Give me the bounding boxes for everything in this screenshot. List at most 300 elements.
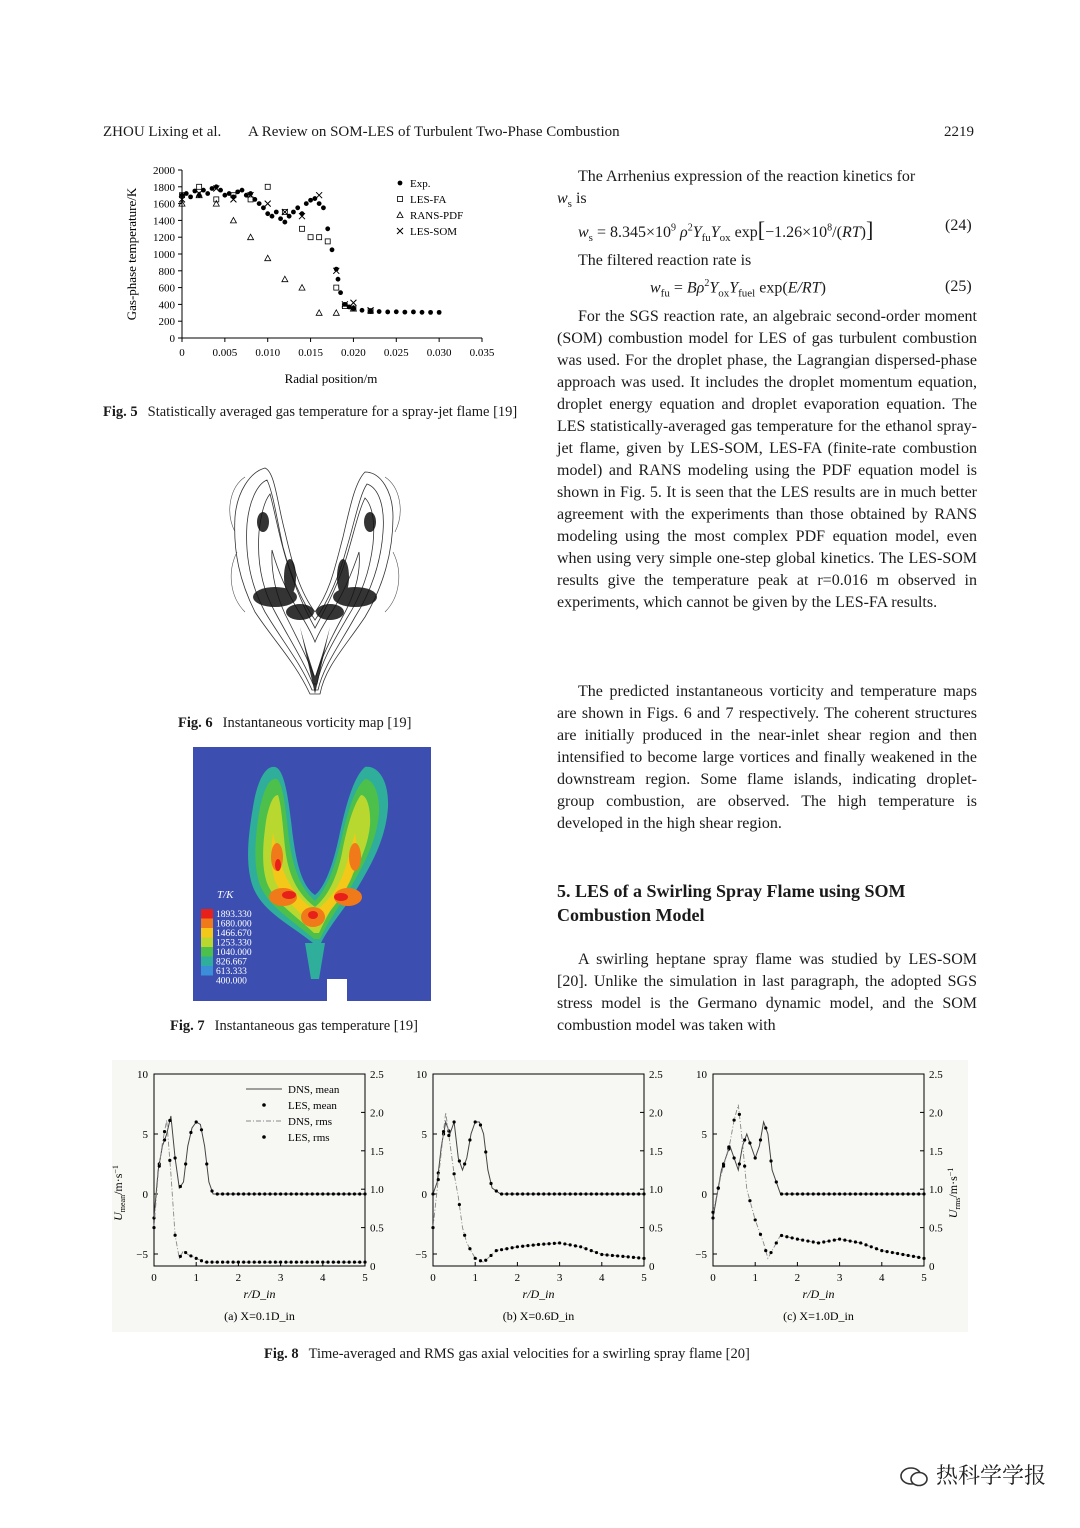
- fig8-point-les-rms: [453, 1172, 456, 1175]
- fig8-point-les-rms: [342, 1261, 345, 1264]
- fig8-y-tick-label: 10: [696, 1069, 707, 1081]
- fig8-point-les-mean: [542, 1192, 545, 1195]
- fig8-point-les-mean: [431, 1192, 434, 1195]
- fig7-legend-value: 613.333: [216, 967, 247, 977]
- fig8-point-les-mean: [891, 1192, 894, 1195]
- fig5-point-exp: [265, 211, 270, 216]
- fig5-point-rans-pdf: [299, 285, 305, 291]
- fig8-y2-tick-label: 2.5: [370, 1069, 384, 1081]
- fig8-point-les-mean: [801, 1192, 804, 1195]
- fig8-point-les-rms: [605, 1253, 608, 1256]
- fig8-point-les-mean: [759, 1138, 762, 1141]
- fig8-point-les-rms: [738, 1113, 741, 1116]
- fig5-point-exp: [205, 191, 210, 196]
- fig7-legend-value: 1466.670: [216, 929, 252, 939]
- fig8-point-les-rms: [268, 1261, 271, 1264]
- fig8-point-les-mean: [637, 1192, 640, 1195]
- fig8-point-les-mean: [532, 1192, 535, 1195]
- fig8-point-les-rms: [284, 1261, 287, 1264]
- fig5-y-tick-label: 1400: [153, 215, 175, 228]
- fig7-legend-value: 1893.330: [216, 910, 252, 920]
- fig8-y2-tick-label: 2.0: [649, 1107, 663, 1120]
- fig5-y-tick-label: 1800: [153, 181, 175, 194]
- fig8-point-les-rms: [516, 1245, 519, 1248]
- fig8-point-les-rms: [200, 1259, 203, 1262]
- fig5-legend-marker: [397, 212, 403, 218]
- fig8-point-les-mean: [864, 1192, 867, 1195]
- fig8-point-les-mean: [290, 1192, 293, 1195]
- fig5-point-les-fa: [265, 184, 270, 189]
- fig8-point-les-mean: [859, 1192, 862, 1195]
- fig5-point-exp: [304, 201, 309, 206]
- fig8-point-les-rms: [337, 1261, 340, 1264]
- fig5-chart: [120, 162, 520, 394]
- fig8-point-les-rms: [290, 1261, 293, 1264]
- fig5-point-exp: [282, 220, 287, 225]
- fig8-point-les-mean: [311, 1192, 314, 1195]
- fig8-point-les-rms: [489, 1254, 492, 1257]
- fig8-point-les-mean: [907, 1192, 910, 1195]
- fig8-point-les-rms: [849, 1239, 852, 1242]
- fig8-point-les-mean: [242, 1192, 245, 1195]
- fig5-point-exp: [257, 201, 262, 206]
- fig8-point-les-rms: [764, 1249, 767, 1252]
- fig5-point-exp: [394, 309, 399, 314]
- fig5-y-tick-label: 1000: [153, 249, 175, 261]
- fig8-point-les-rms: [563, 1242, 566, 1245]
- fig8-point-les-rms: [431, 1226, 434, 1229]
- fig8-point-les-rms: [801, 1238, 804, 1241]
- fig8-point-les-rms: [279, 1261, 282, 1264]
- fig8-point-les-mean: [474, 1120, 477, 1123]
- fig8-point-les-rms: [812, 1240, 815, 1243]
- fig8-point-les-mean: [268, 1192, 271, 1195]
- fig8-point-les-mean: [279, 1192, 282, 1195]
- running-header-title: A Review on SOM-LES of Turbulent Two-Phase Combustion: [248, 124, 620, 140]
- fig8-point-les-rms: [822, 1240, 825, 1243]
- fig8-left-axis-label: $U_{mean}/m\cdot s^{-1}$: [111, 1165, 127, 1221]
- fig8-panel-title: (a) X=0.1D_in: [224, 1309, 295, 1323]
- fig5-point-exp: [330, 247, 335, 252]
- fig8-x-tick-label: 3: [556, 1272, 563, 1284]
- fig8-point-les-mean: [516, 1192, 519, 1195]
- fig8-point-les-mean: [200, 1128, 203, 1131]
- fig8-point-les-mean: [537, 1192, 540, 1195]
- fig8-y2-tick-label: 1.5: [370, 1145, 384, 1158]
- fig8-point-les-rms: [642, 1257, 645, 1260]
- wechat-icon: [899, 1466, 929, 1488]
- fig8-point-les-mean: [526, 1192, 529, 1195]
- fig8-x-tick-label: 5: [362, 1272, 368, 1284]
- fig8-point-les-mean: [253, 1192, 256, 1195]
- fig5-x-tick-label: 0.030: [426, 347, 452, 359]
- fig8-y2-tick-label: 1.0: [370, 1184, 384, 1197]
- fig8-point-les-mean: [743, 1138, 746, 1141]
- fig8-point-les-rms: [600, 1253, 603, 1256]
- fig8-point-les-mean: [300, 1192, 303, 1195]
- fig8-y2-tick-label: 2.5: [929, 1069, 943, 1081]
- fig8-point-les-mean: [189, 1131, 192, 1134]
- fig8-point-les-mean: [595, 1192, 598, 1195]
- fig8-point-les-mean: [579, 1192, 582, 1195]
- fig8-point-les-rms: [247, 1261, 250, 1264]
- fig8-y2-tick-label: 0.5: [929, 1222, 943, 1235]
- fig5-y-tick-label: 1600: [153, 198, 175, 211]
- fig8-point-les-mean: [210, 1189, 213, 1192]
- fig8-point-les-mean: [505, 1192, 508, 1195]
- fig5-x-tick-label: 0: [179, 347, 185, 359]
- fig5-point-exp: [368, 309, 373, 314]
- fig8-point-les-mean: [232, 1192, 235, 1195]
- fig8-point-les-rms: [242, 1261, 245, 1264]
- fig8-point-les-mean: [569, 1192, 572, 1195]
- fig8-point-les-rms: [759, 1233, 762, 1236]
- fig8-point-les-rms: [332, 1261, 335, 1264]
- fig8-point-les-mean: [870, 1192, 873, 1195]
- fig8-point-les-rms: [885, 1250, 888, 1253]
- fig5-point-exp: [270, 214, 275, 219]
- fig5-point-exp: [338, 290, 343, 295]
- fig8-point-les-rms: [722, 1165, 725, 1168]
- fig8-point-les-rms: [532, 1243, 535, 1246]
- fig7-label: Fig. 7: [170, 1018, 205, 1034]
- fig8-point-les-mean: [247, 1192, 250, 1195]
- fig5-legend-label: RANS-PDF: [410, 210, 464, 222]
- fig8-caption: [264, 1344, 750, 1364]
- fig8-x-tick-label: 5: [641, 1272, 647, 1284]
- fig8-legend-dot: [262, 1103, 266, 1107]
- fig5-point-exp: [411, 310, 416, 315]
- fig8-point-les-mean: [854, 1192, 857, 1195]
- fig8-point-les-mean: [711, 1216, 714, 1219]
- fig8-point-les-rms: [311, 1261, 314, 1264]
- fig5-point-exp: [300, 211, 305, 216]
- fig5-label: Fig. 5: [103, 404, 138, 420]
- fig5-point-les-fa: [308, 235, 313, 240]
- fig8-point-les-rms: [637, 1256, 640, 1259]
- fig5-point-rans-pdf: [248, 234, 254, 240]
- fig8-y2-tick-label: 0.5: [649, 1222, 663, 1235]
- fig8-y-tick-label: −5: [136, 1249, 148, 1261]
- fig8-point-les-rms: [468, 1247, 471, 1250]
- fig5-point-exp: [420, 310, 425, 315]
- fig8-point-les-mean: [922, 1192, 925, 1195]
- fig5-x-tick-label: 0.025: [383, 347, 409, 359]
- fig5-point-exp: [336, 277, 341, 282]
- fig5-point-exp: [278, 216, 283, 221]
- fig5-point-exp: [437, 310, 442, 315]
- fig8-point-les-mean: [163, 1138, 166, 1141]
- fig8-point-les-rms: [253, 1261, 256, 1264]
- fig8-x-tick-label: 4: [599, 1272, 605, 1284]
- fig8-point-les-rms: [521, 1245, 524, 1248]
- fig8-point-les-rms: [305, 1261, 308, 1264]
- fig8-point-les-rms: [727, 1145, 730, 1148]
- fig8-point-les-rms: [437, 1178, 440, 1181]
- fig8-point-les-mean: [806, 1192, 809, 1195]
- fig8-point-les-mean: [780, 1192, 783, 1195]
- fig5-legend-label: LES-SOM: [410, 226, 458, 238]
- fig8-y-tick-label: 0: [701, 1189, 707, 1201]
- fig8-point-les-rms: [316, 1261, 319, 1264]
- fig8-point-les-mean: [885, 1192, 888, 1195]
- fig5-y-axis-label: Gas-phase temperature/K: [124, 187, 139, 321]
- fig8-x-tick-label: 1: [472, 1272, 478, 1284]
- fig5-x-axis-label: Radial position/m: [284, 371, 378, 386]
- fig8-point-les-mean: [563, 1192, 566, 1195]
- fig8-point-les-rms: [226, 1261, 229, 1264]
- fig8-caption-text: Time-averaged and RMS gas axial velocities for a swirling spray flame [20]: [308, 1346, 750, 1362]
- fig8-x-tick-label: 0: [430, 1272, 436, 1284]
- fig6-label: Fig. 6: [178, 715, 213, 731]
- fig8-point-les-mean: [521, 1192, 524, 1195]
- fig8-point-les-mean: [221, 1192, 224, 1195]
- page-number: 2219: [944, 124, 974, 140]
- fig8-point-les-rms: [163, 1130, 166, 1133]
- fig8-y2-tick-label: 0: [929, 1261, 935, 1273]
- fig8-point-les-rms: [870, 1245, 873, 1248]
- fig8-y2-tick-label: 1.0: [929, 1184, 943, 1197]
- fig8-point-les-mean: [463, 1162, 466, 1165]
- fig8-point-les-mean: [321, 1192, 324, 1195]
- fig8-point-les-mean: [912, 1192, 915, 1195]
- fig8-point-les-rms: [447, 1134, 450, 1137]
- fig8-panel-title: (b) X=0.6D_in: [502, 1309, 575, 1323]
- fig8-point-les-rms: [838, 1238, 841, 1241]
- fig8-point-les-mean: [511, 1192, 514, 1195]
- fig8-point-les-mean: [817, 1192, 820, 1195]
- fig7-legend-swatch: [201, 928, 213, 938]
- equation-24: $w_s = 8.345\times 10^9$ $\rho^2Y_{fu}Y_{ox}$ $\exp[-1.26\times 10^8/(RT)]$: [578, 217, 874, 245]
- fig8-point-les-mean: [733, 1156, 736, 1159]
- fig5-y-tick-label: 1200: [153, 232, 175, 245]
- fig8-point-les-rms: [363, 1261, 366, 1264]
- fig8-point-les-mean: [605, 1192, 608, 1195]
- fig8-point-les-rms: [348, 1261, 351, 1264]
- fig8-point-les-rms: [158, 1165, 161, 1168]
- fig8-point-les-rms: [827, 1239, 830, 1242]
- fig5-x-tick-label: 0.010: [255, 347, 281, 359]
- fig8-point-les-mean: [453, 1120, 456, 1123]
- paragraph-swirling: A swirling heptane spray flame was studied by LES-SOM [20]. Unlike the simulation in last paragraph, the adopted SGS stress model is the Germano dynamic model, and the SOM combustion model was taken with: [557, 951, 977, 1034]
- fig8-point-les-rms: [859, 1241, 862, 1244]
- fig8-point-les-rms: [880, 1249, 883, 1252]
- fig5-point-exp: [210, 186, 215, 191]
- fig8-point-les-rms: [463, 1234, 466, 1237]
- fig8-point-les-rms: [458, 1203, 461, 1206]
- fig8-point-les-rms: [775, 1241, 778, 1244]
- fig8-point-les-rms: [505, 1247, 508, 1250]
- fig7-legend-value: 826.667: [216, 957, 247, 968]
- fig8-point-les-rms: [295, 1261, 298, 1264]
- fig8-point-les-mean: [184, 1162, 187, 1165]
- fig8-point-les-mean: [849, 1192, 852, 1195]
- fig5-point-les-fa: [317, 235, 322, 240]
- fig7-legend-swatch: [201, 919, 213, 929]
- fig8-point-les-mean: [611, 1192, 614, 1195]
- fig8-point-les-rms: [843, 1238, 846, 1241]
- fig7-legend-swatch: [201, 976, 213, 986]
- fig5-point-rans-pdf: [282, 276, 288, 282]
- fig8-point-les-rms: [237, 1261, 240, 1264]
- fig8-point-les-rms: [590, 1249, 593, 1252]
- paragraph-som-model: For the SGS reaction rate, an algebraic second-order moment (SOM) combustion model for LES of gas turbulent combustion was used. For the droplet phase, the Lagrangian dispersed-phase approach was used. It includes the droplet momentum equation, droplet energy equation and droplet evaporation equation. The LES statistically-averaged gas temperature for the ethanol spray-jet flame, given by LES-SOM, LES-FA (finite-rate combustion model) and RANS modeling using the PDF equation model is shown in Fig. 5. It is seen that the LES results are in much better agreement with the experiments than those obtained by RANS modeling using the most complex PDF equation model, even when using very simple one-step global kinetics. The LES-SOM results give the temperature peak at r=0.016 m observed in experiments, which cannot be given by the LES-FA results.: [557, 308, 977, 611]
- fig7-legend-swatch: [201, 957, 213, 967]
- fig8-point-les-rms: [553, 1242, 556, 1245]
- fig8-point-les-mean: [827, 1192, 830, 1195]
- fig8-x-tick-label: 2: [235, 1272, 242, 1284]
- fig8-point-les-mean: [791, 1192, 794, 1195]
- fig5-point-exp: [325, 226, 330, 231]
- fig8-y2-tick-label: 2.0: [370, 1107, 384, 1120]
- fig8-point-les-mean: [558, 1192, 561, 1195]
- fig8-y-tick-label: 10: [137, 1069, 148, 1081]
- fig8-point-les-mean: [195, 1120, 198, 1123]
- fig5-point-rans-pdf: [230, 217, 236, 223]
- fig5-point-exp: [385, 310, 390, 315]
- fig5-point-exp: [240, 188, 245, 193]
- fig5-point-les-fa: [325, 239, 330, 244]
- fig8-point-les-mean: [284, 1192, 287, 1195]
- fig7-legend-value: 1253.330: [216, 938, 252, 949]
- fig8-point-les-mean: [342, 1192, 345, 1195]
- fig8-y2-tick-label: 0: [370, 1261, 376, 1273]
- fig5-y-tick-label: 0: [169, 333, 175, 345]
- fig5-point-les-fa: [300, 226, 305, 231]
- fig5-legend-label: Exp.: [410, 178, 431, 190]
- fig5-x-tick-label: 0.035: [469, 347, 495, 359]
- fig8-point-les-rms: [917, 1256, 920, 1259]
- fig8-point-les-mean: [489, 1182, 492, 1185]
- fig5-point-exp: [291, 210, 296, 215]
- fig8-point-les-mean: [748, 1141, 751, 1144]
- fig8-point-les-rms: [168, 1159, 171, 1162]
- fig8-x-tick-label: 0: [710, 1272, 716, 1284]
- fig5-legend-marker: [398, 181, 403, 186]
- fig8-point-les-mean: [295, 1192, 298, 1195]
- fig8-point-les-rms: [195, 1257, 198, 1260]
- fig8-point-les-mean: [880, 1192, 883, 1195]
- equation-25-number: (25): [945, 278, 972, 295]
- fig8-point-les-rms: [569, 1243, 572, 1246]
- fig8-point-les-rms: [785, 1235, 788, 1238]
- fig8-y-tick-label: −5: [695, 1249, 707, 1261]
- fig7-legend-title: T/K: [217, 889, 234, 901]
- fig8-point-les-mean: [775, 1180, 778, 1183]
- fig8-point-les-rms: [326, 1261, 329, 1264]
- fig8-point-les-rms: [780, 1234, 783, 1237]
- fig8-point-les-rms: [474, 1257, 477, 1260]
- fig8-point-les-mean: [205, 1162, 208, 1165]
- fig8-point-les-mean: [833, 1192, 836, 1195]
- fig8-point-les-rms: [806, 1239, 809, 1242]
- fig8-legend-label: LES, rms: [288, 1132, 330, 1144]
- fig8-point-les-rms: [584, 1247, 587, 1250]
- fig8-y-tick-label: 5: [701, 1129, 707, 1141]
- fig8-point-les-mean: [353, 1192, 356, 1195]
- fig6-vorticity-map: [215, 462, 415, 698]
- fig8-point-les-mean: [363, 1192, 366, 1195]
- fig8-point-les-mean: [500, 1192, 503, 1195]
- fig5-legend-marker: [397, 228, 403, 234]
- fig5-point-exp: [218, 188, 223, 193]
- fig5-point-exp: [308, 198, 313, 203]
- fig5-point-exp: [188, 194, 193, 199]
- fig8-point-les-rms: [632, 1256, 635, 1259]
- fig8-y-tick-label: 0: [142, 1189, 148, 1201]
- fig8-point-les-mean: [484, 1150, 487, 1153]
- fig8-point-les-rms: [258, 1261, 261, 1264]
- fig8-point-les-mean: [875, 1192, 878, 1195]
- fig8-point-les-rms: [875, 1247, 878, 1250]
- fig5-point-exp: [321, 205, 326, 210]
- fig8-point-les-rms: [864, 1243, 867, 1246]
- fig5-point-exp: [222, 193, 227, 198]
- fig8-y-tick-label: 5: [142, 1129, 148, 1141]
- fig8-point-les-mean: [326, 1192, 329, 1195]
- fig8-point-les-rms: [891, 1251, 894, 1254]
- fig8-point-les-rms: [537, 1243, 540, 1246]
- fig6-caption-text: Instantaneous vorticity map [19]: [222, 715, 412, 731]
- fig8-point-les-mean: [547, 1192, 550, 1195]
- fig8-x-axis-label: r/D_in: [522, 1287, 555, 1301]
- fig8-point-les-mean: [769, 1159, 772, 1162]
- fig7-temperature-map: [193, 747, 431, 1001]
- fig8-point-les-rms: [221, 1261, 224, 1264]
- fig5-caption: [103, 402, 523, 422]
- fig5-point-exp: [231, 194, 236, 199]
- fig8-point-les-mean: [621, 1192, 624, 1195]
- fig8-point-les-rms: [179, 1255, 182, 1258]
- fig5-point-exp: [377, 309, 382, 314]
- fig5-x-tick-label: 0.005: [212, 347, 238, 359]
- fig8-point-les-rms: [232, 1261, 235, 1264]
- fig8-point-les-rms: [442, 1130, 445, 1133]
- fig8-point-les-mean: [458, 1159, 461, 1162]
- fig8-point-les-mean: [642, 1192, 645, 1195]
- watermark: [899, 1459, 1046, 1490]
- fig8-point-les-mean: [479, 1123, 482, 1126]
- fig8-point-les-rms: [484, 1259, 487, 1262]
- fig8-point-les-rms: [595, 1251, 598, 1254]
- fig8-y2-tick-label: 1.0: [649, 1184, 663, 1197]
- fig8-point-les-mean: [901, 1192, 904, 1195]
- fig8-point-les-mean: [574, 1192, 577, 1195]
- paragraph-filtered-rate: The filtered reaction rate is: [578, 252, 752, 269]
- fig8-y2-tick-label: 2.5: [649, 1069, 663, 1081]
- fig8-point-les-rms: [754, 1218, 757, 1221]
- fig8-point-les-rms: [769, 1251, 772, 1254]
- fig8-point-les-rms: [558, 1241, 561, 1244]
- fig8-point-les-mean: [332, 1192, 335, 1195]
- fig8-point-les-rms: [748, 1199, 751, 1202]
- fig8-legend-label: DNS, rms: [288, 1116, 333, 1128]
- fig8-point-les-rms: [616, 1254, 619, 1257]
- fig5-point-rans-pdf: [333, 310, 339, 316]
- fig5-x-tick-label: 0.020: [341, 347, 366, 359]
- fig5-point-exp: [402, 310, 407, 315]
- fig8-point-les-mean: [822, 1192, 825, 1195]
- fig8-point-les-mean: [754, 1156, 757, 1159]
- fig8-right-axis-label: $U_{rms}/m\cdot s^{-1}$: [946, 1167, 962, 1219]
- fig8-y2-tick-label: 2.0: [929, 1107, 943, 1120]
- fig8-point-les-mean: [226, 1192, 229, 1195]
- fig5-y-tick-label: 800: [158, 265, 175, 278]
- fig8-point-les-mean: [216, 1192, 219, 1195]
- fig5-x-tick-label: 0.015: [298, 347, 323, 359]
- fig5-point-les-fa: [197, 184, 202, 189]
- fig8-x-tick-label: 4: [320, 1272, 326, 1284]
